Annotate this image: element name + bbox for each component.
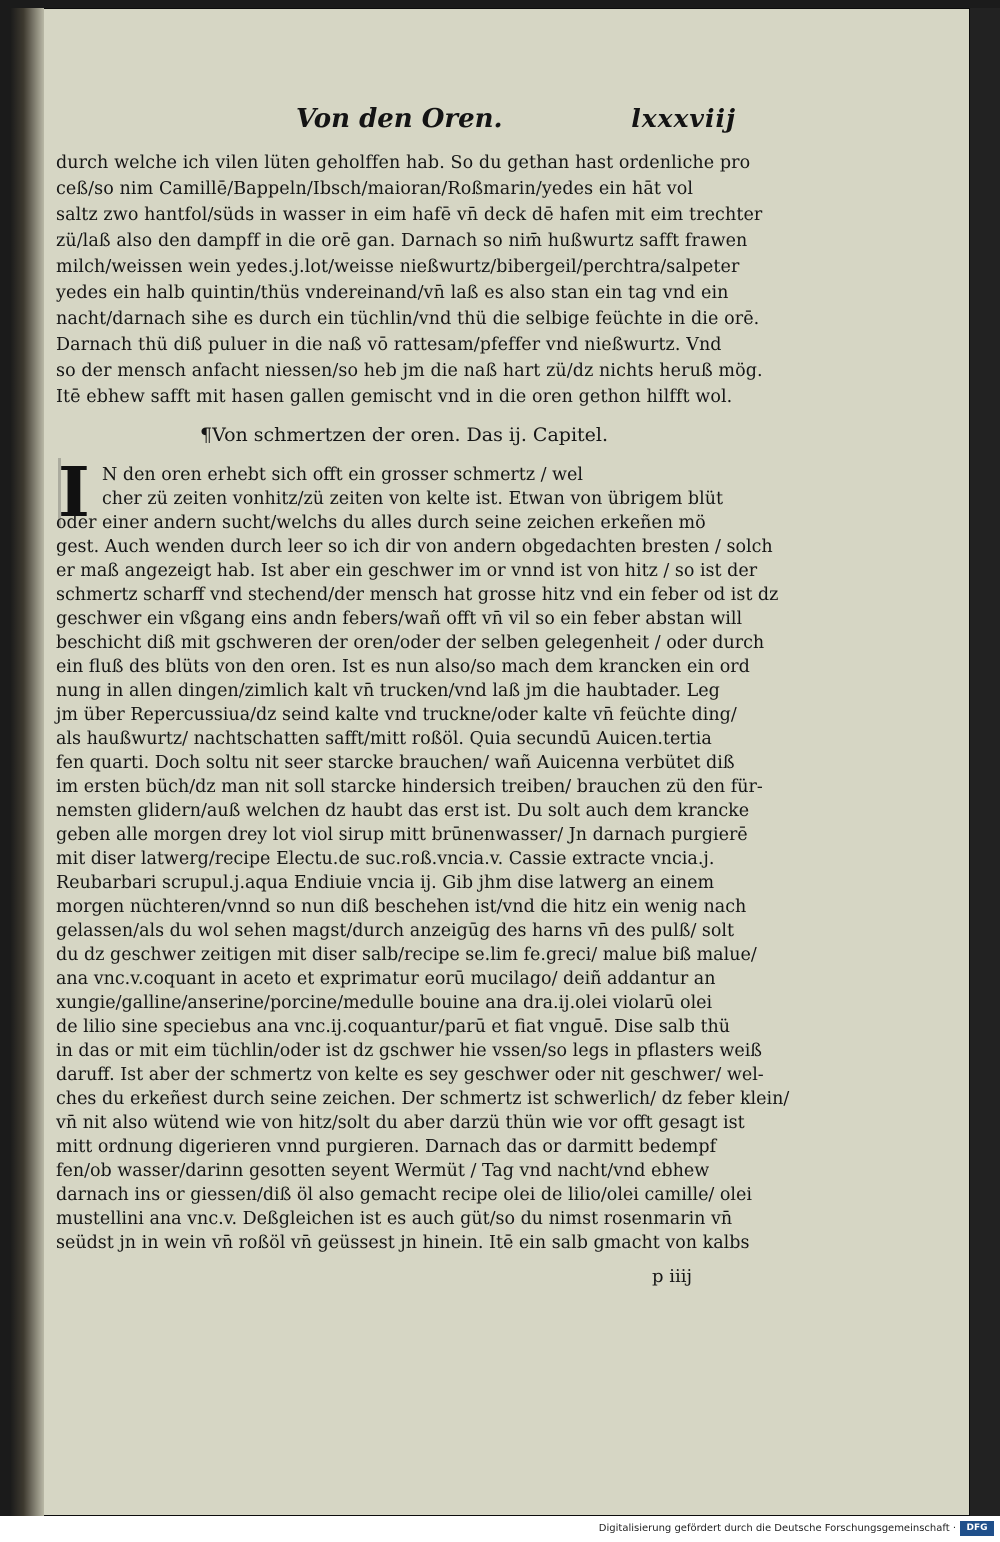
chapter-heading: ¶Von schmertzen der oren. Das ij. Capitel. [200,424,609,446]
text-line: fen/ob wasser/darinn gesotten seyent Wermüt / Tag vnd nacht/vnd ebhew [56,1161,710,1181]
text-line: cher zü zeiten vonhitz/zü zeiten von kelte ist. Etwan von übrigem blüt [102,489,724,509]
text-line: jm über Repercussiua/dz seind kalte vnd truckne/oder kalte vn̄ feüchte ding/ [56,705,737,725]
text-line: so der mensch anfacht niessen/so heb jm die naß hart zü/dz nichts heruß mög. [56,361,763,381]
text-line: Itē ebhew safft mit hasen gallen gemischt vnd in die oren gethon hilfft wol. [56,387,733,407]
text-line: oder einer andern sucht/welchs du alles durch seine zeichen erkeñen mö [56,513,706,533]
text-line: N den oren erhebt sich offt ein grosser schmertz / wel [102,465,583,485]
text-line: milch/weissen wein yedes.j.lot/weisse nießwurtz/bibergeil/perchtra/salpeter [56,257,740,277]
text-line: de lilio sine speciebus ana vnc.ij.coquantur/parū et fiat vnguē. Dise salb thü [56,1017,731,1037]
digitization-footer [0,1516,1000,1542]
page-gutter-shadow [10,8,44,1516]
text-line: nacht/darnach sihe es durch ein tüchlin/vnd thü die selbige feüchte in die orē. [56,309,760,329]
text-line: Darnach thü diß puluer in die naß vō rattesam/pfeffer vnd nießwurtz. Vnd [56,335,722,355]
text-line: Reubarbari scrupul.j.aqua Endiuie vncia ij. Gib jhm dise latwerg an einem [56,873,715,893]
text-line: nemsten glidern/auß welchen dz haubt das erst ist. Du solt auch dem krancke [56,801,750,821]
text-line: in das or mit eim tüchlin/oder ist dz gschwer hie vssen/so legs in pflasters weiß [56,1041,762,1061]
running-title: Von den Oren. [296,104,503,134]
scan-border [970,8,1000,1516]
text-line: mit diser latwerg/recipe Electu.de suc.roß.vncia.v. Cassie extracte vncia.j. [56,849,715,869]
drop-cap: I [58,453,90,533]
text-line: er maß angezeigt hab. Ist aber ein geschwer im or vnnd ist von hitz / so ist der [56,561,758,581]
text-line: im ersten büch/dz man nit soll starcke hindersich treiben/ brauchen zü den für- [56,777,763,797]
text-line: gelassen/als du wol sehen magst/durch anzeigūg des harns vn̄ des pulß/ solt [56,921,735,941]
text-line: ches du erkeñest durch seine zeichen. Der schmertz ist schwerlich/ dz feber klein/ [56,1089,790,1109]
text-line: als haußwurtz/ nachtschatten safft/mitt roßöl. Quia secundū Auicen.tertia [56,729,712,749]
text-line: nung in allen dingen/zimlich kalt vn̄ trucken/vnd laß jm die haubtader. Leg [56,681,720,701]
text-line: ein fluß des blüts von den oren. Ist es nun also/so mach dem krancken ein ord [56,657,750,677]
text-line: morgen nüchteren/vnnd so nun diß beschehen ist/vnd die hitz ein wenig nach [56,897,747,917]
text-line: yedes ein halb quintin/thüs vndereinand/vn̄ laß es also stan ein tag vnd ein [56,283,729,303]
text-line: xungie/galline/anserine/porcine/medulle bouine ana dra.ij.olei violarū olei [56,993,713,1013]
text-line: mitt ordnung digerieren vnnd purgieren. Darnach das or darmitt bedempf [56,1137,717,1157]
text-line: schmertz scharff vnd stechend/der mensch hat grosse hitz vnd ein feber od ist dz [56,585,779,605]
text-line: mustellini ana vnc.v. Deßgleichen ist es auch güt/so du nimst rosenmarin vn̄ [56,1209,733,1229]
text-line: beschicht diß mit gschweren der oren/oder der selben gelegenheit / oder durch [56,633,765,653]
text-line: geben alle morgen drey lot viol sirup mitt brūnenwasser/ Jn darnach purgierē [56,825,748,845]
folio-number: lxxxviij [631,104,736,133]
text-line: zü/laß also den dampff in die orē gan. Darnach so nim̄ hußwurtz safft frawen [56,231,748,251]
text-line: saltz zwo hantfol/süds in wasser in eim hafē vn̄ deck dē hafen mit eim trechter [56,205,763,225]
text-line: fen quarti. Doch soltu nit seer starcke brauchen/ wañ Auicenna verbütet diß [56,753,735,773]
text-line: darnach ins or giessen/diß öl also gemacht recipe olei de lilio/olei camille/ olei [56,1185,752,1205]
text-line: gest. Auch wenden durch leer so ich dir von andern obgedachten bresten / solch [56,537,773,557]
text-line: daruff. Ist aber der schmertz von kelte es sey geschwer oder nit geschwer/ wel- [56,1065,764,1085]
text-line: seüdst jn in wein vn̄ roßöl vn̄ geüssest jn hinein. Itē ein salb gmacht von kalbs [56,1233,750,1253]
text-line: vn̄ nit also wütend wie von hitz/solt du aber darzü thün wie vor offt gesagt ist [56,1113,745,1133]
signature-mark: p iiij [652,1266,693,1287]
text-line: geschwer ein vßgang eins andn febers/wañ offt vn̄ vil so ein feber abstan will [56,609,743,629]
text-line: durch welche ich vilen lüten geholffen hab. So du gethan hast ordenliche pro [56,153,751,173]
footer-credit: Digitalisierung gefördert durch die Deutsche Forschungsgemeinschaft · [598,1523,956,1534]
dfg-logo-icon[interactable]: DFG [960,1521,994,1536]
running-head [296,104,736,140]
text-line: ceß/so nim Camillē/Bappeln/Ibsch/maioran/Roßmarin/yedes ein hāt vol [56,179,694,199]
text-line: ana vnc.v.coquant in aceto et exprimatur eorū mucilago/ deiñ addantur an [56,969,716,989]
text-line: du dz geschwer zeitigen mit diser salb/recipe se.lim fe.greci/ malue biß malue/ [56,945,757,965]
